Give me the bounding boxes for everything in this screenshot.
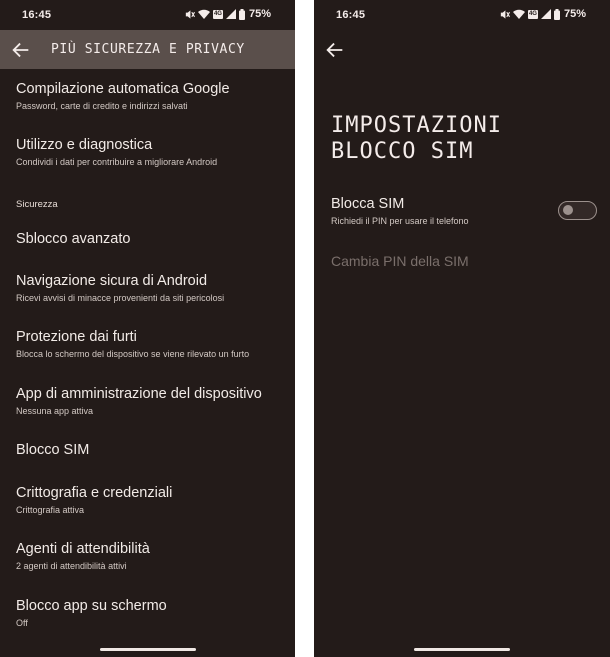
setting-title: Sblocco avanzato (16, 231, 131, 247)
setting-subtitle: Blocca lo schermo del dispositivo se viene rilevato un furto (16, 349, 250, 359)
setting-trust-agents[interactable] (16, 541, 287, 571)
signal-icon (541, 9, 551, 19)
setting-title: Navigazione sicura di Android (16, 273, 208, 289)
status-icons (184, 8, 271, 20)
toggle-knob (563, 205, 573, 215)
mute-icon (499, 9, 510, 20)
navigation-handle[interactable] (100, 648, 196, 651)
mute-icon (184, 9, 195, 20)
left-screen (0, 0, 295, 657)
setting-title: Blocco SIM (16, 442, 90, 458)
wifi-icon (198, 9, 210, 19)
page-title-line-1: IMPOSTAZIONI (331, 113, 502, 138)
back-arrow-icon[interactable] (10, 39, 32, 61)
setting-title: Compilazione automatica Google (16, 81, 230, 97)
section-header-security: Sicurezza (16, 199, 58, 210)
battery-icon (239, 9, 245, 20)
setting-subtitle: Crittografia attiva (16, 505, 85, 515)
setting-subtitle: Condividi i dati per contribuire a migliorare Android (16, 157, 218, 167)
page-title (331, 113, 502, 165)
setting-safe-browsing[interactable] (16, 273, 287, 303)
setting-title: App di amministrazione del dispositivo (16, 386, 262, 402)
battery-percent: 75% (563, 8, 586, 20)
setting-change-sim-pin (331, 253, 469, 269)
setting-device-admin-apps[interactable] (16, 386, 287, 416)
status-bar (0, 0, 295, 30)
battery-percent: 75% (248, 8, 271, 20)
setting-subtitle: 2 agenti di attendibilità attivi (16, 561, 127, 571)
navigation-handle[interactable] (414, 648, 510, 651)
right-screen (314, 0, 610, 657)
setting-encryption-credentials[interactable] (16, 485, 287, 515)
signal-icon (226, 9, 236, 19)
page-title: PIÙ SICUREZZA E PRIVACY (51, 42, 245, 57)
status-time: 16:45 (22, 9, 52, 21)
app-bar (0, 30, 295, 69)
setting-theft-protection[interactable] (16, 329, 287, 359)
battery-icon (554, 9, 560, 20)
setting-google-autofill[interactable] (16, 81, 287, 111)
setting-title: Blocco app su schermo (16, 598, 167, 614)
app-bar (314, 30, 610, 69)
network-badge: 4G (213, 10, 222, 17)
setting-title: Crittografia e credenziali (16, 485, 173, 501)
wifi-icon (513, 9, 525, 19)
setting-subtitle: Richiedi il PIN per usare il telefono (331, 216, 469, 226)
setting-subtitle: Ricevi avvisi di minacce provenienti da siti pericolosi (16, 293, 225, 303)
setting-title: Blocca SIM (331, 196, 405, 212)
setting-sim-lock[interactable] (16, 442, 287, 458)
setting-title: Protezione dai furti (16, 329, 137, 345)
status-bar (314, 0, 610, 30)
setting-lock-sim[interactable] (331, 196, 469, 226)
status-time: 16:45 (336, 9, 366, 21)
setting-subtitle: Nessuna app attiva (16, 406, 94, 416)
setting-title: Utilizzo e diagnostica (16, 137, 153, 153)
status-icons (499, 8, 586, 20)
setting-subtitle: Password, carte di credito e indirizzi salvati (16, 101, 188, 111)
setting-app-pinning[interactable] (16, 598, 287, 628)
setting-title: Agenti di attendibilità (16, 541, 150, 557)
back-arrow-icon[interactable] (324, 39, 346, 61)
setting-title-disabled: Cambia PIN della SIM (331, 253, 469, 269)
setting-usage-diagnostics[interactable] (16, 137, 287, 167)
network-badge: 4G (528, 10, 537, 17)
setting-subtitle: Off (16, 618, 28, 628)
lock-sim-toggle[interactable] (558, 201, 597, 220)
page-title-line-2: BLOCCO SIM (331, 139, 474, 164)
setting-advanced-unlock[interactable] (16, 231, 287, 247)
